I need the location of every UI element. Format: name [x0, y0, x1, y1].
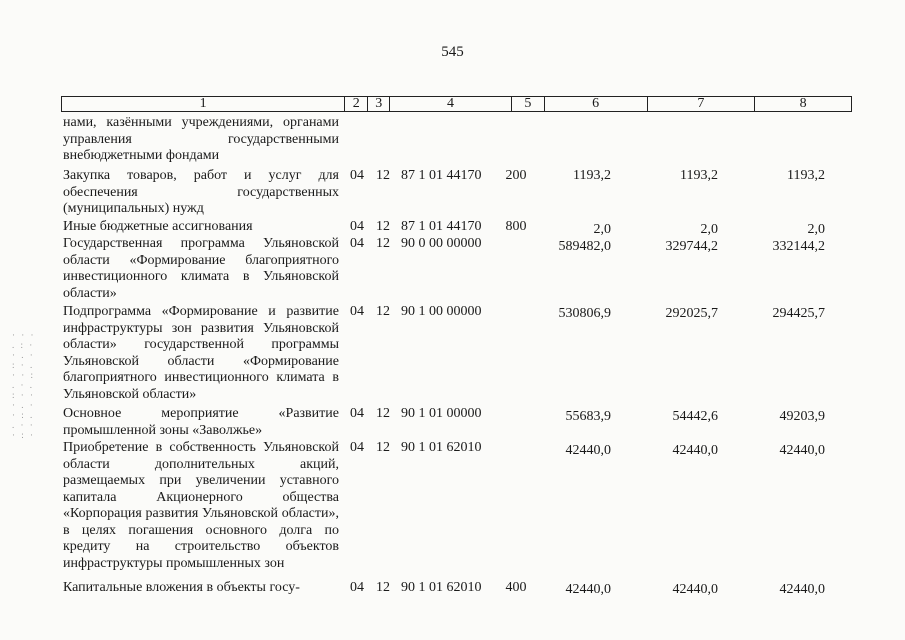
- row-section: 04: [350, 236, 364, 251]
- header-col-8: 8: [799, 96, 807, 111]
- row-expense-type: 400: [505, 580, 527, 595]
- row-target-code: 90 0 00 00000: [401, 236, 482, 251]
- row-value-6: 1193,2: [573, 168, 611, 183]
- row-value-8: 2,0: [807, 222, 825, 237]
- table-header: [61, 96, 852, 112]
- scan-noise: · · · . : · · . · : · . · · : . · . : · · · . · · : . . · · · : ·: [12, 330, 36, 440]
- row-name: Подпрограмма «Формирование и развитие инфраструктуры зон развития Ульяновской области» государственной программы Ульяновской области «Формирование благоприятного инвестиционного климата в Ульяновской области»: [63, 304, 339, 402]
- header-col-5: 5: [512, 97, 545, 111]
- header-col-4: 4: [390, 97, 512, 111]
- row-name: Капитальные вложения в объекты госу-: [63, 580, 300, 595]
- row-target-code: 87 1 01 44170: [401, 168, 482, 183]
- row-value-6: 589482,0: [558, 239, 611, 254]
- row-value-7: 42440,0: [672, 443, 718, 458]
- row-value-6: 42440,0: [565, 582, 611, 597]
- row-target-code: 90 1 00 00000: [401, 304, 482, 319]
- row-subsection: 12: [376, 168, 390, 183]
- row-value-7: 42440,0: [672, 582, 718, 597]
- row-value-8: 42440,0: [779, 582, 825, 597]
- header-col-7: 7: [648, 97, 756, 111]
- header-col-2: 2: [345, 97, 368, 111]
- row-subsection: 12: [376, 440, 390, 455]
- row-name: Основное мероприятие «Развитие промышленной зоны «Заволжье»: [63, 406, 339, 438]
- row-value-8: 49203,9: [779, 409, 825, 424]
- row-value-6: 55683,9: [565, 409, 611, 424]
- row-value-7: 329744,2: [665, 239, 718, 254]
- row-value-7: 2,0: [700, 222, 718, 237]
- row-subsection: 12: [376, 236, 390, 251]
- row-value-6: 530806,9: [558, 306, 611, 321]
- row-section: 04: [350, 406, 364, 421]
- row-section: 04: [350, 580, 364, 595]
- row-subsection: 12: [376, 406, 390, 421]
- row-name: Приобретение в собственность Ульяновской области дополнительных акций, размещаемых при увеличении уставного капитала Акционерного общества «Корпорация развития Ульяновской области», в целях погашения основного долга по кредиту на строительство объектов инфраструктуры промышленных зон: [63, 440, 339, 571]
- row-subsection: 12: [376, 219, 390, 234]
- row-name: Иные бюджетные ассигнования: [63, 219, 253, 234]
- header-col-1: 1: [62, 97, 345, 111]
- row-subsection: 12: [376, 304, 390, 319]
- row-target-code: 90 1 01 00000: [401, 406, 482, 421]
- row-value-8: 42440,0: [779, 443, 825, 458]
- header-col-6: 6: [545, 97, 648, 111]
- row-target-code: 90 1 01 62010: [401, 440, 482, 455]
- row-name: Закупка товаров, работ и услуг для обеспечения государственных (муниципальных) нужд: [63, 168, 339, 216]
- row-value-7: 1193,2: [680, 168, 718, 183]
- page-number: 545: [441, 44, 464, 60]
- row-section: 04: [350, 168, 364, 183]
- row-name: нами, казёнными учреждениями, органами управления государственными внебюджетными фондами: [63, 115, 339, 163]
- header-col-3: 3: [368, 97, 390, 111]
- row-section: 04: [350, 440, 364, 455]
- row-value-6: 42440,0: [565, 443, 611, 458]
- row-value-8: 1193,2: [787, 168, 825, 183]
- row-target-code: 87 1 01 44170: [401, 219, 482, 234]
- row-value-7: 292025,7: [665, 306, 718, 321]
- row-section: 04: [350, 304, 364, 319]
- row-subsection: 12: [376, 580, 390, 595]
- row-target-code: 90 1 01 62010: [401, 580, 482, 595]
- row-section: 04: [350, 219, 364, 234]
- row-value-6: 2,0: [593, 222, 611, 237]
- row-expense-type: 200: [505, 168, 527, 183]
- row-value-8: 294425,7: [772, 306, 825, 321]
- row-value-7: 54442,6: [672, 409, 718, 424]
- row-value-8: 332144,2: [772, 239, 825, 254]
- row-name: Государственная программа Ульяновской области «Формирование благоприятного инвестиционного климата в Ульяновской области»: [63, 236, 339, 301]
- row-expense-type: 800: [505, 219, 527, 234]
